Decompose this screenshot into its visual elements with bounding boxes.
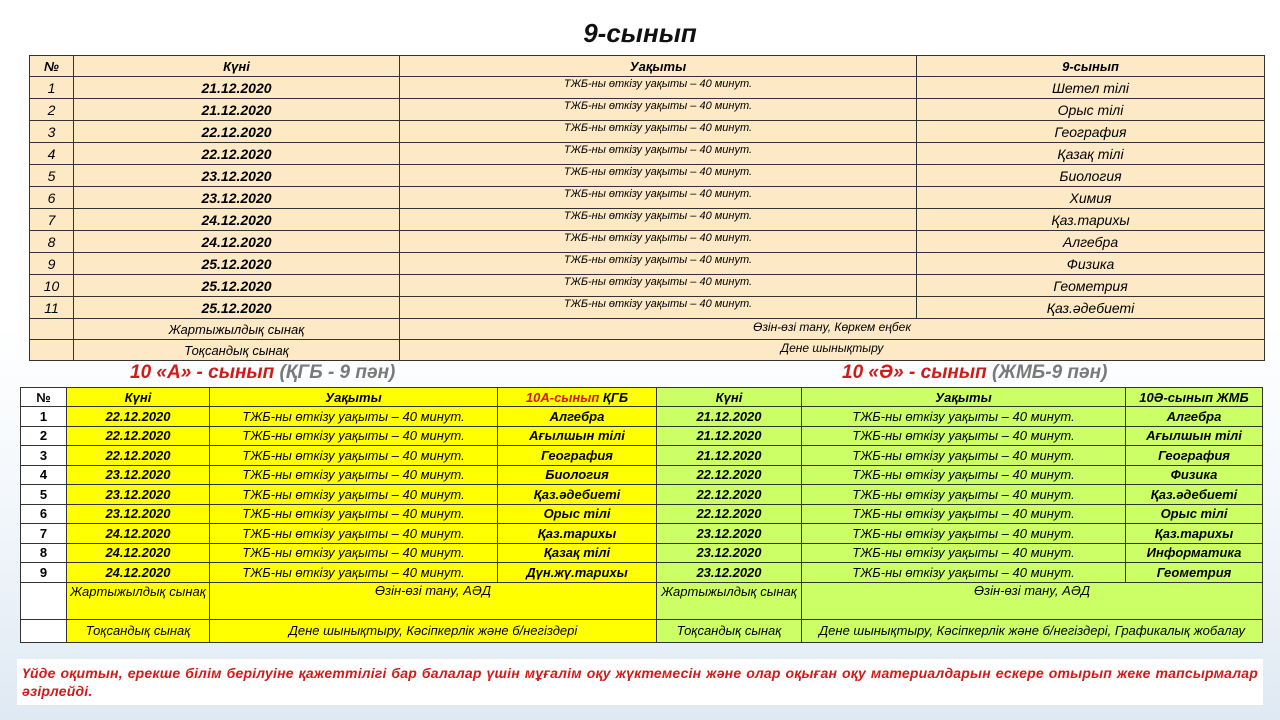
row-date-a: 24.12.2020 bbox=[67, 524, 210, 544]
row-time: ТЖБ-ны өткізу уақыты – 40 минут. bbox=[400, 165, 917, 187]
quarter-exam-label-a: Тоқсандық сынақ bbox=[67, 619, 210, 642]
row-subject: Қаз.тарихы bbox=[917, 209, 1265, 231]
row-time: ТЖБ-ны өткізу уақыты – 40 минут. bbox=[400, 121, 917, 143]
row-number: 3 bbox=[30, 121, 74, 143]
row-subject-a: Қаз.тарихы bbox=[498, 524, 657, 544]
row-subject-ae: Информатика bbox=[1126, 543, 1263, 563]
row-number: 8 bbox=[21, 543, 67, 563]
row-date: 22.12.2020 bbox=[74, 143, 400, 165]
row-date: 24.12.2020 bbox=[74, 231, 400, 253]
page-title: 9-сынып bbox=[583, 18, 697, 48]
table-row bbox=[21, 407, 1263, 427]
row-date: 22.12.2020 bbox=[74, 121, 400, 143]
row-date-a: 23.12.2020 bbox=[67, 485, 210, 505]
row-time-ae: ТЖБ-ны өткізу уақыты – 40 минут. bbox=[802, 563, 1126, 583]
row-number: 2 bbox=[21, 426, 67, 446]
row-date: 25.12.2020 bbox=[74, 297, 400, 319]
table-row bbox=[21, 446, 1263, 466]
row-time: ТЖБ-ны өткізу уақыты – 40 минут. bbox=[400, 231, 917, 253]
table-row bbox=[21, 543, 1263, 563]
table-row bbox=[30, 143, 1265, 165]
section-title-10ae bbox=[842, 362, 1107, 384]
col-header-subject-a bbox=[498, 388, 657, 407]
row-number: 11 bbox=[30, 297, 74, 319]
section-title-10a-main: 10 «А» - сынып bbox=[130, 362, 275, 383]
row-subject: Шетел тілі bbox=[917, 77, 1265, 99]
section-title-10a bbox=[130, 362, 395, 384]
semester-exam-row bbox=[30, 319, 1265, 340]
row-time-a: ТЖБ-ны өткізу уақыты – 40 минут. bbox=[210, 543, 498, 563]
col-header-time-ae: Уақыты bbox=[802, 388, 1126, 407]
section-title-10ae-main: 10 «Ә» - сынып bbox=[842, 362, 987, 383]
table-row bbox=[30, 275, 1265, 297]
row-number: 6 bbox=[30, 187, 74, 209]
col-header-subject-a-class: 10А-сынып bbox=[525, 389, 600, 405]
row-time-ae: ТЖБ-ны өткізу уақыты – 40 минут. bbox=[802, 446, 1126, 466]
col-header-time-a: Уақыты bbox=[210, 388, 498, 407]
row-date-a: 22.12.2020 bbox=[67, 407, 210, 427]
row-time-ae: ТЖБ-ны өткізу уақыты – 40 минут. bbox=[802, 543, 1126, 563]
table-header-row bbox=[30, 56, 1265, 77]
row-subject-a: Алгебра bbox=[498, 407, 657, 427]
quarter-exam-subjects-ae: Дене шынықтыру, Кәсіпкерлік және б/негіздері, Графикалық жобалау bbox=[802, 619, 1263, 642]
grade9-schedule-table bbox=[29, 55, 1265, 361]
semester-exam-subjects-ae: Өзін-өзі тану, АӘД bbox=[802, 582, 1263, 619]
table-row bbox=[21, 524, 1263, 544]
row-date-ae: 22.12.2020 bbox=[657, 465, 802, 485]
row-time: ТЖБ-ны өткізу уақыты – 40 минут. bbox=[400, 143, 917, 165]
table-row bbox=[30, 99, 1265, 121]
table-row bbox=[30, 165, 1265, 187]
row-date: 25.12.2020 bbox=[74, 253, 400, 275]
empty-cell bbox=[21, 582, 67, 619]
empty-cell bbox=[21, 619, 67, 642]
row-time: ТЖБ-ны өткізу уақыты – 40 минут. bbox=[400, 187, 917, 209]
row-date-a: 24.12.2020 bbox=[67, 563, 210, 583]
row-subject-ae: Орыс тілі bbox=[1126, 504, 1263, 524]
row-time-a: ТЖБ-ны өткізу уақыты – 40 минут. bbox=[210, 446, 498, 466]
row-time-ae: ТЖБ-ны өткізу уақыты – 40 минут. bbox=[802, 407, 1126, 427]
row-date: 21.12.2020 bbox=[74, 99, 400, 121]
row-date-a: 23.12.2020 bbox=[67, 465, 210, 485]
row-subject-ae: Алгебра bbox=[1126, 407, 1263, 427]
semester-exam-label-ae: Жартыжылдық сынақ bbox=[657, 582, 802, 619]
row-subject-ae: География bbox=[1126, 446, 1263, 466]
table-row bbox=[30, 209, 1265, 231]
quarter-exam-subjects-a: Дене шынықтыру, Кәсіпкерлік және б/негіздері bbox=[210, 619, 657, 642]
row-subject: Қазақ тілі bbox=[917, 143, 1265, 165]
row-number: 4 bbox=[21, 465, 67, 485]
table-row bbox=[30, 121, 1265, 143]
table-row bbox=[21, 426, 1263, 446]
row-subject-a: Дүн.жү.тарихы bbox=[498, 563, 657, 583]
grade10-schedule-table bbox=[20, 387, 1263, 643]
row-time-ae: ТЖБ-ны өткізу уақыты – 40 минут. bbox=[802, 426, 1126, 446]
row-subject-a: Ағылшын тілі bbox=[498, 426, 657, 446]
row-subject-ae: Ағылшын тілі bbox=[1126, 426, 1263, 446]
row-number: 5 bbox=[30, 165, 74, 187]
quarter-exam-row bbox=[30, 340, 1265, 361]
row-time: ТЖБ-ны өткізу уақыты – 40 минут. bbox=[400, 77, 917, 99]
row-date-ae: 21.12.2020 bbox=[657, 407, 802, 427]
row-date: 25.12.2020 bbox=[74, 275, 400, 297]
row-number: 1 bbox=[30, 77, 74, 99]
table-row bbox=[21, 563, 1263, 583]
col-header-number: № bbox=[30, 56, 74, 77]
row-number: 1 bbox=[21, 407, 67, 427]
row-number: 4 bbox=[30, 143, 74, 165]
row-date: 23.12.2020 bbox=[74, 187, 400, 209]
table-row bbox=[30, 253, 1265, 275]
row-subject: Химия bbox=[917, 187, 1265, 209]
quarter-exam-subjects: Дене шынықтыру bbox=[400, 340, 1265, 361]
row-date-a: 23.12.2020 bbox=[67, 504, 210, 524]
semester-exam-subjects: Өзін-өзі тану, Көркем еңбек bbox=[400, 319, 1265, 340]
table-row bbox=[30, 77, 1265, 99]
row-date-ae: 22.12.2020 bbox=[657, 485, 802, 505]
table-row bbox=[21, 504, 1263, 524]
row-date-a: 22.12.2020 bbox=[67, 446, 210, 466]
row-number: 7 bbox=[30, 209, 74, 231]
row-time-a: ТЖБ-ны өткізу уақыты – 40 минут. bbox=[210, 524, 498, 544]
row-time-a: ТЖБ-ны өткізу уақыты – 40 минут. bbox=[210, 485, 498, 505]
row-subject-a: География bbox=[498, 446, 657, 466]
row-subject: Алгебра bbox=[917, 231, 1265, 253]
col-header-date-ae: Күні bbox=[657, 388, 802, 407]
table-row bbox=[21, 485, 1263, 505]
row-subject-ae: Қаз.тарихы bbox=[1126, 524, 1263, 544]
row-date-ae: 22.12.2020 bbox=[657, 504, 802, 524]
col-header-date-a: Күні bbox=[67, 388, 210, 407]
row-number: 7 bbox=[21, 524, 67, 544]
grade10-rows bbox=[21, 407, 1263, 583]
col-header-date: Күні bbox=[74, 56, 400, 77]
row-subject-a: Қазақ тілі bbox=[498, 543, 657, 563]
row-subject-ae: Физика bbox=[1126, 465, 1263, 485]
col-header-number: № bbox=[21, 388, 67, 407]
row-number: 5 bbox=[21, 485, 67, 505]
row-time-ae: ТЖБ-ны өткізу уақыты – 40 минут. bbox=[802, 504, 1126, 524]
row-number: 8 bbox=[30, 231, 74, 253]
row-number: 6 bbox=[21, 504, 67, 524]
table-row bbox=[30, 297, 1265, 319]
row-time-a: ТЖБ-ны өткізу уақыты – 40 минут. bbox=[210, 563, 498, 583]
row-time-a: ТЖБ-ны өткізу уақыты – 40 минут. bbox=[210, 504, 498, 524]
row-number: 2 bbox=[30, 99, 74, 121]
row-subject-a: Орыс тілі bbox=[498, 504, 657, 524]
row-time: ТЖБ-ны өткізу уақыты – 40 минут. bbox=[400, 297, 917, 319]
empty-cell bbox=[30, 319, 74, 340]
table-row bbox=[21, 465, 1263, 485]
row-date: 23.12.2020 bbox=[74, 165, 400, 187]
row-number: 9 bbox=[30, 253, 74, 275]
row-number: 9 bbox=[21, 563, 67, 583]
row-time: ТЖБ-ны өткізу уақыты – 40 минут. bbox=[400, 275, 917, 297]
grade9-rows bbox=[30, 77, 1265, 319]
col-header-subject-a-track: ҚГБ bbox=[599, 389, 629, 405]
row-time: ТЖБ-ны өткізу уақыты – 40 минут. bbox=[400, 253, 917, 275]
row-time-a: ТЖБ-ны өткізу уақыты – 40 минут. bbox=[210, 407, 498, 427]
row-subject: Физика bbox=[917, 253, 1265, 275]
empty-cell bbox=[30, 340, 74, 361]
semester-exam-row bbox=[21, 582, 1263, 619]
semester-exam-label: Жартыжылдық сынақ bbox=[74, 319, 400, 340]
semester-exam-subjects-a: Өзін-өзі тану, АӘД bbox=[210, 582, 657, 619]
row-time-ae: ТЖБ-ны өткізу уақыты – 40 минут. bbox=[802, 485, 1126, 505]
row-date-ae: 21.12.2020 bbox=[657, 426, 802, 446]
row-time-a: ТЖБ-ны өткізу уақыты – 40 минут. bbox=[210, 465, 498, 485]
row-date: 24.12.2020 bbox=[74, 209, 400, 231]
row-subject: Қаз.әдебиеті bbox=[917, 297, 1265, 319]
row-date-ae: 21.12.2020 bbox=[657, 446, 802, 466]
row-date-a: 22.12.2020 bbox=[67, 426, 210, 446]
section-title-10a-note: (ҚГБ - 9 пән) bbox=[279, 362, 396, 383]
row-date-ae: 23.12.2020 bbox=[657, 563, 802, 583]
row-subject-ae: Геометрия bbox=[1126, 563, 1263, 583]
row-date-a: 24.12.2020 bbox=[67, 543, 210, 563]
table-row bbox=[30, 231, 1265, 253]
semester-exam-label-a: Жартыжылдық сынақ bbox=[67, 582, 210, 619]
row-time-ae: ТЖБ-ны өткізу уақыты – 40 минут. bbox=[802, 524, 1126, 544]
row-date-ae: 23.12.2020 bbox=[657, 524, 802, 544]
quarter-exam-row bbox=[21, 619, 1263, 642]
quarter-exam-label-ae: Тоқсандық сынақ bbox=[657, 619, 802, 642]
row-number: 3 bbox=[21, 446, 67, 466]
row-subject-ae: Қаз.әдебиеті bbox=[1126, 485, 1263, 505]
footnote-text: Үйде оқитын, ерекше білім берілуіне қажеттілігі бар балалар үшін мұғалім оқу жүктемесін және олар оқыған оқу материалдарын ескере отырып жеке тапсырмалар әзірлейді. bbox=[17, 659, 1263, 705]
row-date: 21.12.2020 bbox=[74, 77, 400, 99]
row-subject-a: Биология bbox=[498, 465, 657, 485]
row-date-ae: 23.12.2020 bbox=[657, 543, 802, 563]
row-subject: Орыс тілі bbox=[917, 99, 1265, 121]
row-time: ТЖБ-ны өткізу уақыты – 40 минут. bbox=[400, 209, 917, 231]
row-number: 10 bbox=[30, 275, 74, 297]
row-subject: География bbox=[917, 121, 1265, 143]
row-time: ТЖБ-ны өткізу уақыты – 40 минут. bbox=[400, 99, 917, 121]
row-time-ae: ТЖБ-ны өткізу уақыты – 40 минут. bbox=[802, 465, 1126, 485]
col-header-subject: 9-сынып bbox=[917, 56, 1265, 77]
quarter-exam-label: Тоқсандық сынақ bbox=[74, 340, 400, 361]
section-title-10ae-note: (ЖМБ-9 пән) bbox=[992, 362, 1108, 383]
row-subject: Биология bbox=[917, 165, 1265, 187]
row-subject-a: Қаз.әдебиеті bbox=[498, 485, 657, 505]
table-row bbox=[30, 187, 1265, 209]
col-header-subject-ae: 10Ә-сынып ЖМБ bbox=[1126, 388, 1263, 407]
row-subject: Геометрия bbox=[917, 275, 1265, 297]
table-header-row bbox=[21, 388, 1263, 407]
row-time-a: ТЖБ-ны өткізу уақыты – 40 минут. bbox=[210, 426, 498, 446]
col-header-time: Уақыты bbox=[400, 56, 917, 77]
